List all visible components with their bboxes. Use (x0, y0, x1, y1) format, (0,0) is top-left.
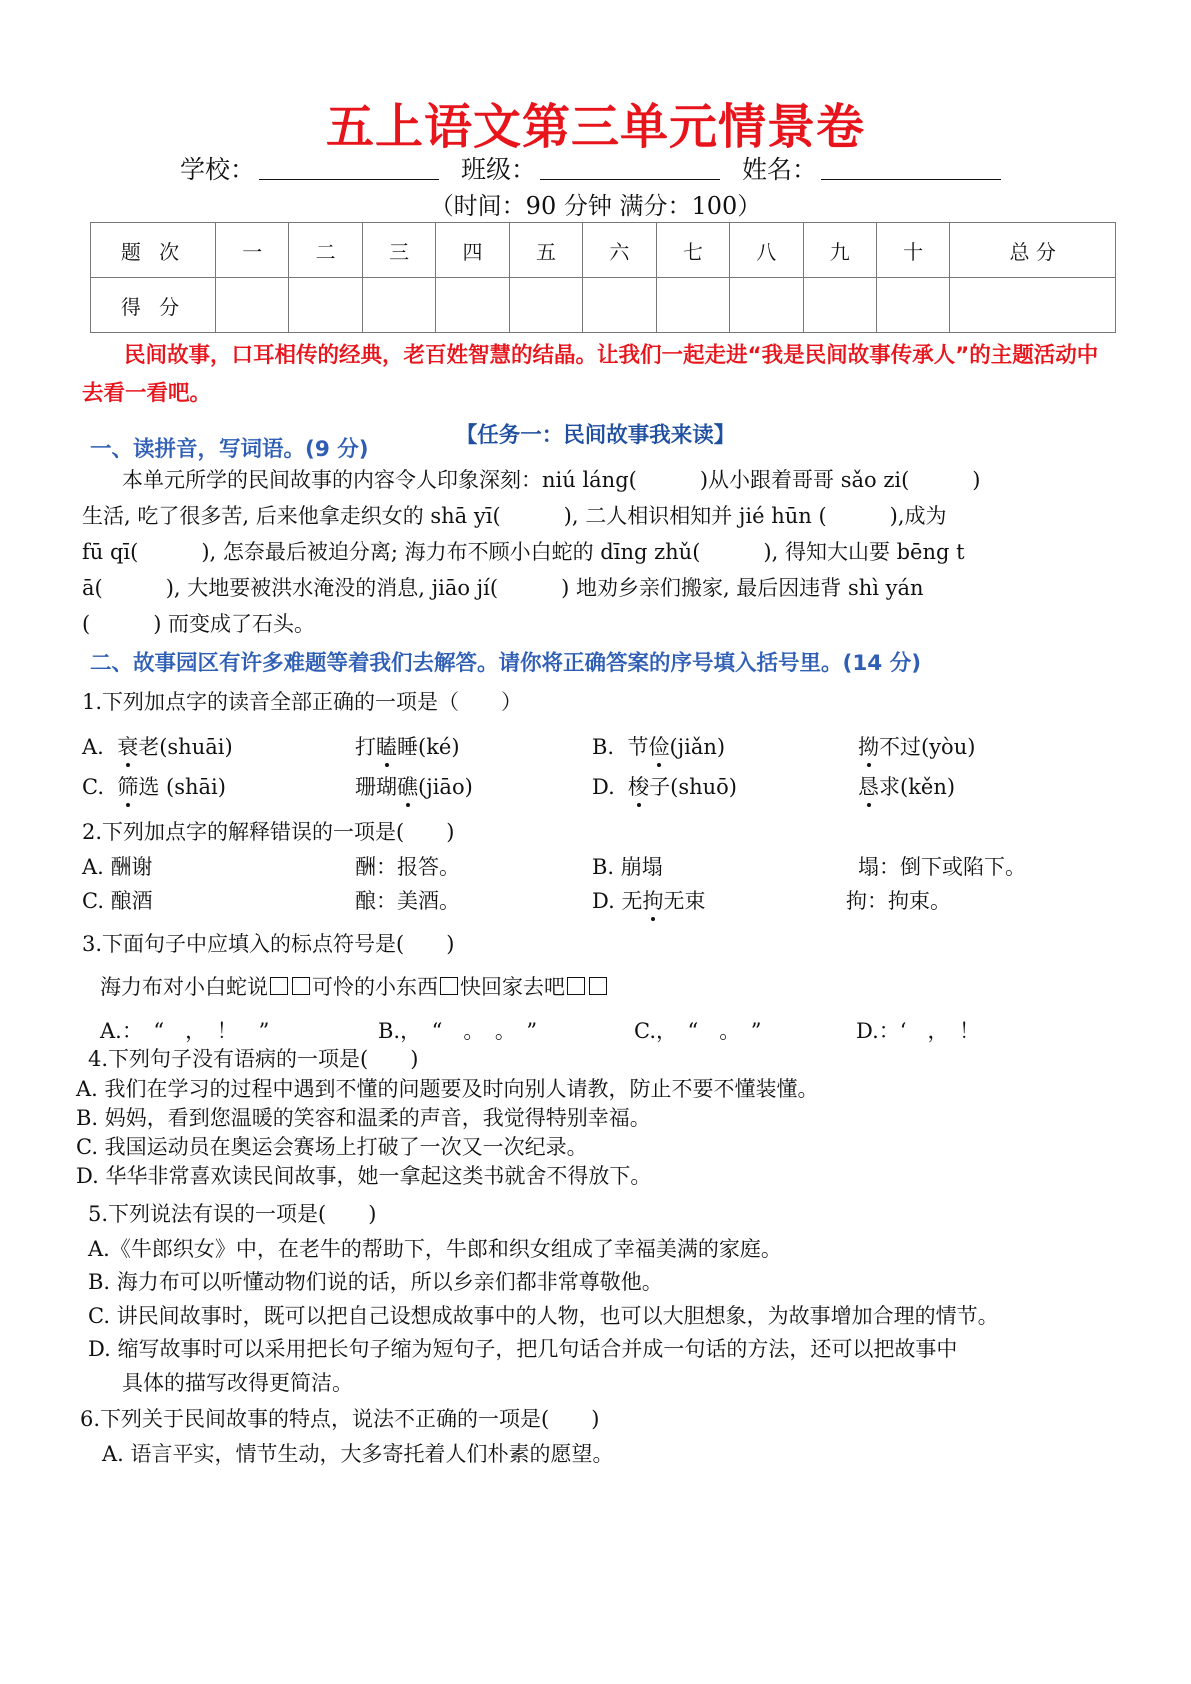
pinyin-line-4: ā( ), 大地要被洪水淹没的消息, jiāo jí( ) 地劝乡亲们搬家, 最后因违背 shì yán (82, 576, 924, 600)
q1-option-c-2: 珊瑚礁(jiāo) (355, 771, 473, 801)
q5-option-a: A.《牛郎织女》中，在老牛的帮助下，牛郎和织女组成了幸福美满的家庭。 (88, 1237, 782, 1261)
score-cell[interactable] (730, 278, 803, 333)
score-col-6: 六 (583, 223, 656, 278)
exam-title: 五上语文第三单元情景卷 (325, 99, 865, 155)
score-cell[interactable] (656, 278, 729, 333)
q2-option-d-explain: 拘：拘束。 (846, 889, 951, 913)
q2-option-c: C. 酿酒 (82, 889, 153, 913)
q1-stem: 1.下列加点字的读音全部正确的一项是（ ） (82, 690, 523, 714)
task1-title: 【任务一：民间故事我来读】 (455, 423, 736, 448)
q2-option-b-explain: 塌：倒下或陷下。 (858, 855, 1026, 879)
blank-box (270, 977, 288, 995)
q2-option-c-explain: 酿：美酒。 (355, 889, 460, 913)
score-row-label: 题 次 (91, 223, 216, 278)
intro-paragraph: 民间故事，口耳相传的经典，老百姓智慧的结晶。让我们一起走进“我是民间故事传承人”的主题活动中去看一看吧。 (82, 343, 1099, 406)
q6-stem: 6.下列关于民间故事的特点，说法不正确的一项是( ) (80, 1407, 600, 1431)
dotted-char: 拗 (858, 731, 879, 761)
dotted-char: 俭 (648, 731, 669, 761)
section1-title: 一、读拼音，写词语。(9 分) (90, 437, 369, 462)
q1-option-d-2: 恳求(kěn) (858, 771, 955, 801)
score-col-10: 十 (876, 223, 949, 278)
q1-option-d: D. 梭子(shuō) (592, 771, 737, 801)
q3-stem: 3.下面句子中应填入的标点符号是( ) (82, 932, 455, 956)
dotted-char: 衰 (117, 731, 138, 761)
score-cell[interactable] (289, 278, 362, 333)
q1-option-b-2: 拗不过(yòu) (858, 731, 975, 761)
class-blank[interactable] (540, 155, 720, 180)
q1-option-a-2: 打瞌睡(ké) (355, 731, 460, 761)
q3-option-c: C.， “ 。 ” (634, 1019, 762, 1043)
pinyin-line-5: ( ) 而变成了石头。 (82, 612, 316, 636)
dotted-char: 瞌 (376, 731, 397, 761)
student-info-line (180, 150, 1015, 186)
score-col-8: 八 (730, 223, 803, 278)
name-blank[interactable] (821, 155, 1001, 180)
q5-option-d: D. 缩写故事时可以采用把长句子缩为短句子，把几句话合并成一句话的方法，还可以把故事中 (88, 1337, 958, 1361)
score-col-5: 五 (509, 223, 582, 278)
q4-option-d: D. 华华非常喜欢读民间故事，她一拿起这类书就舍不得放下。 (76, 1164, 652, 1188)
dotted-char: 梭 (628, 771, 649, 801)
score-col-9: 九 (803, 223, 876, 278)
dotted-char: 拘 (642, 885, 663, 915)
pinyin-line-1: 本单元所学的民间故事的内容令人印象深刻：niú láng( )从小跟着哥哥 sǎo zi( ) (122, 468, 981, 492)
q1-option-c: C. 筛选 (shāi) (82, 771, 226, 801)
dotted-char: 筛 (117, 771, 138, 801)
q4-option-c: C. 我国运动员在奥运会赛场上打破了一次又一次纪录。 (76, 1135, 588, 1159)
dotted-char: 礁 (397, 771, 418, 801)
section1-paragraph (82, 462, 1122, 642)
q2-option-a: A. 酬谢 (82, 855, 153, 879)
q3-option-b: B.， “ 。 。 ” (378, 1019, 538, 1043)
q5-stem: 5.下列说法有误的一项是( ) (88, 1202, 377, 1226)
q3-sentence: 海力布对小白蛇说 可怜的小东西 快回家去吧 (100, 971, 609, 1001)
score-col-total: 总 分 (950, 223, 1116, 278)
pinyin-line-3: fū qī( ), 怎奈最后被迫分离; 海力布不顾小白蛇的 dīng zhǔ( ), 得知大山要 bēng t (82, 540, 965, 564)
q5-option-b: B. 海力布可以听懂动物们说的话，所以乡亲们都非常尊敬他。 (88, 1270, 663, 1294)
score-cell[interactable] (876, 278, 949, 333)
score-table (90, 222, 1116, 333)
q6-option-a: A. 语言平实，情节生动，大多寄托着人们朴素的愿望。 (102, 1442, 614, 1466)
q1-option-a: A. 衰老(shuāi) (82, 731, 233, 761)
blank-box (440, 977, 458, 995)
pinyin-line-2: 生活, 吃了很多苦, 后来他拿走织女的 shā yī( ), 二人相识相知并 jié hūn ( ),成为 (82, 504, 947, 528)
school-label: 学校： (180, 155, 256, 184)
q2-stem: 2.下列加点字的解释错误的一项是( ) (82, 820, 455, 844)
score-col-2: 二 (289, 223, 362, 278)
q5-option-c: C. 讲民间故事时，既可以把自己设想成故事中的人物，也可以大胆想象，为故事增加合理的情节。 (88, 1304, 999, 1328)
q4-stem: 4.下列句子没有语病的一项是( ) (88, 1047, 419, 1071)
score-col-7: 七 (656, 223, 729, 278)
q4-option-a: A. 我们在学习的过程中遇到不懂的问题要及时向别人请教，防止不要不懂装懂。 (76, 1077, 819, 1101)
score-cell[interactable] (362, 278, 435, 333)
q4-option-b: B. 妈妈，看到您温暖的笑容和温柔的声音，我觉得特别幸福。 (76, 1106, 651, 1130)
q3-option-d: D.：‘ ， ！ (856, 1019, 980, 1043)
blank-box (567, 977, 585, 995)
section2-title: 二、故事园区有许多难题等着我们去解答。请你将正确答案的序号填入括号里。(14 分) (90, 651, 922, 676)
score-cell-total[interactable] (950, 278, 1116, 333)
q2-option-b: B. 崩塌 (592, 855, 663, 879)
score-cell[interactable] (216, 278, 289, 333)
score-table-header-row (91, 223, 1116, 278)
class-label: 班级： (460, 155, 536, 184)
score-cell[interactable] (583, 278, 656, 333)
score-cell[interactable] (509, 278, 582, 333)
score-cell[interactable] (803, 278, 876, 333)
blank-box (589, 977, 607, 995)
score-table-score-row (91, 278, 1116, 333)
name-label: 姓名： (741, 155, 817, 184)
dotted-char: 恳 (858, 771, 879, 801)
score-col-3: 三 (362, 223, 435, 278)
score-col-4: 四 (436, 223, 509, 278)
q3-option-a: A.： “ ， ！ ” (100, 1019, 270, 1043)
q5-option-d-cont: 具体的描写改得更简洁。 (122, 1371, 353, 1395)
time-info: （时间：90 分钟 满分：100） (429, 192, 762, 220)
score-row-label-2: 得 分 (91, 278, 216, 333)
q1-option-b: B. 节俭(jiǎn) (592, 731, 725, 761)
q2-option-a-explain: 酬：报答。 (355, 855, 460, 879)
score-col-1: 一 (216, 223, 289, 278)
score-cell[interactable] (436, 278, 509, 333)
blank-box (292, 977, 310, 995)
q2-option-d: D. 无拘无束 (592, 885, 705, 915)
school-blank[interactable] (259, 155, 439, 180)
